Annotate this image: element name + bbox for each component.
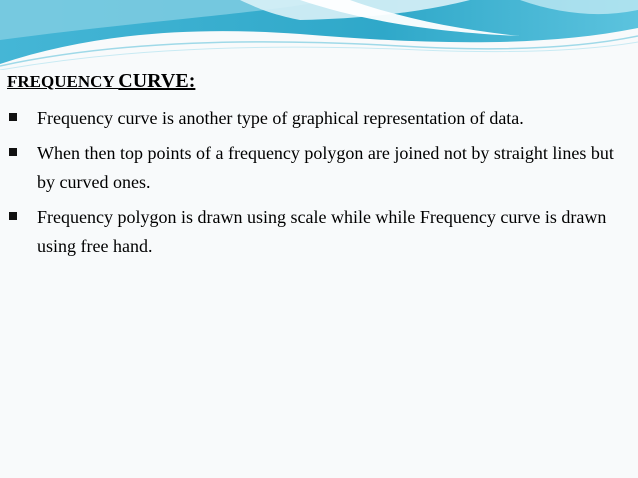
- bullet-item: [7, 203, 627, 261]
- bullet-text: Frequency polygon is drawn using scale while while Frequency curve is drawn using free hand.: [37, 207, 607, 256]
- title-part-curve: CURVE:: [118, 70, 196, 92]
- square-bullet-icon: [9, 113, 17, 121]
- square-bullet-icon: [9, 212, 17, 220]
- header-wave-decoration: [0, 0, 638, 70]
- slide-title: [7, 68, 627, 94]
- bullet-text: When then top points of a frequency polygon are joined not by straight lines but by curved ones.: [37, 143, 614, 192]
- bullet-item: [7, 139, 627, 197]
- square-bullet-icon: [9, 148, 17, 156]
- title-part-frequency: FREQUENCY: [7, 72, 119, 91]
- bullet-text: Frequency curve is another type of graphical representation of data.: [37, 108, 524, 128]
- bullet-item: [7, 104, 627, 133]
- slide-content: [7, 68, 627, 267]
- bullet-list: [7, 104, 627, 261]
